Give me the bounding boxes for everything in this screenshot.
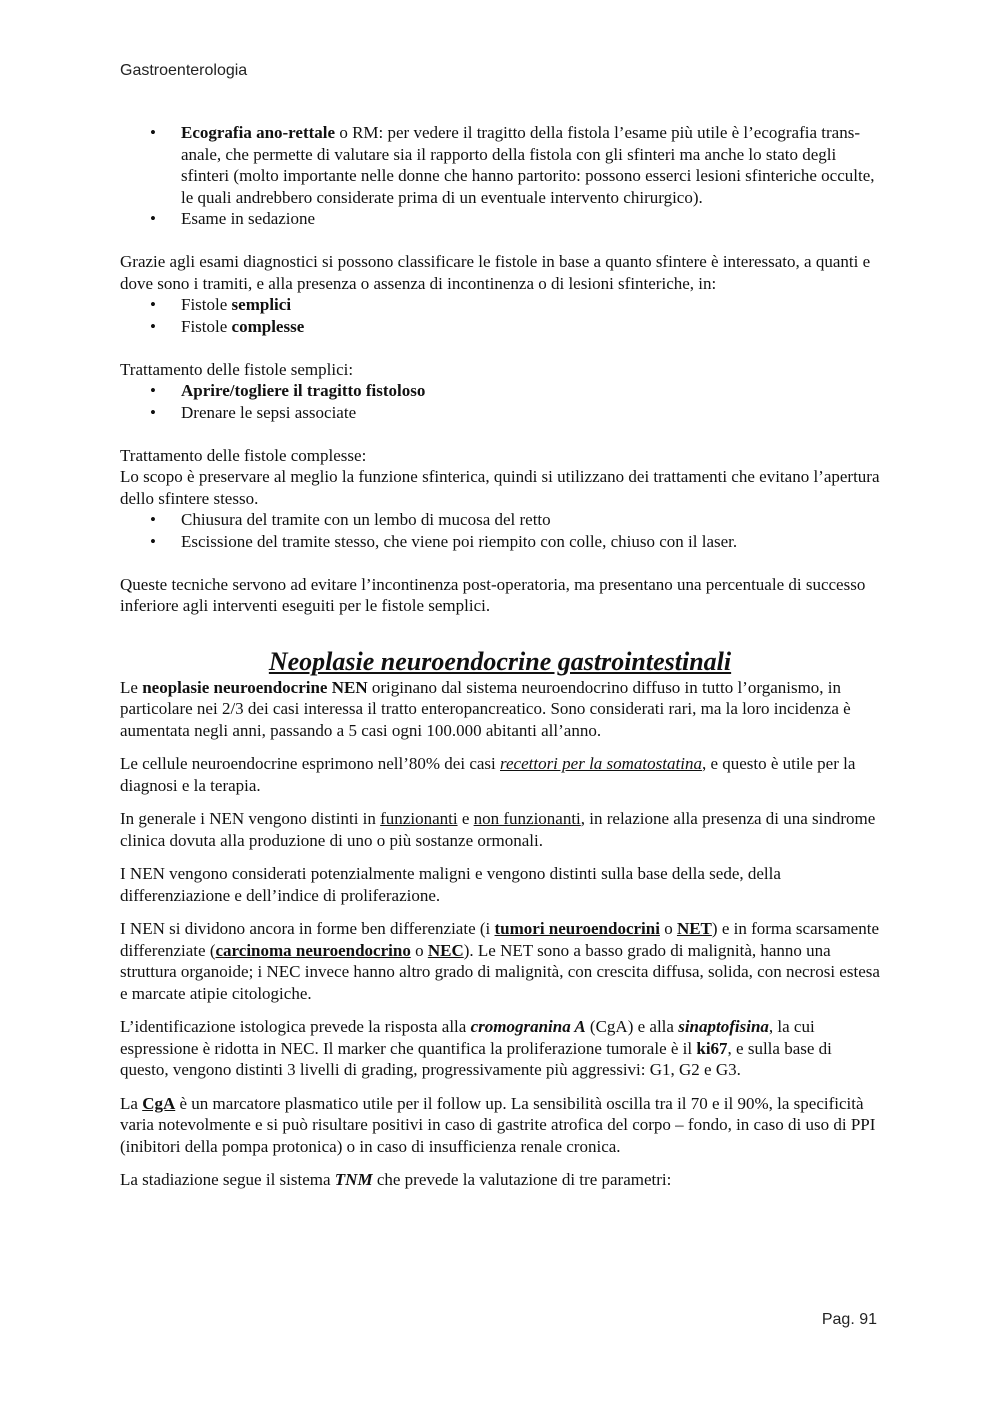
list-item-text: Drenare le sepsi associate [181, 402, 357, 422]
complex-treatment-title: Trattamento delle fistole complesse: [120, 445, 367, 465]
list-item [120, 380, 880, 402]
bullet-icon: • [150, 402, 156, 422]
page-body [120, 122, 880, 1191]
fistula-types-list [120, 294, 880, 337]
list-item-text: Escissione del tramite stesso, che viene poi riempito con colle, chiuso con il laser. [181, 531, 738, 551]
list-item-bold: semplici [231, 295, 292, 314]
diagnostic-list [120, 122, 880, 230]
list-item [120, 294, 880, 316]
list-item-bold: Aprire/togliere il tragitto fistoloso [181, 381, 426, 400]
complex-treatment-list [120, 509, 880, 552]
list-item-text: Fistole [181, 316, 232, 336]
page-number: Pag. 91 [821, 1311, 877, 1328]
list-item [120, 531, 880, 553]
list-item-text: Chiusura del tramite con un lembo di mucosa del retto [181, 510, 551, 529]
paragraph-classify: Grazie agli esami diagnostici si possono classificare le fistole in base a quanto sfintere è interessato, a quanti e dove sono i tramiti, e alla presenza o assenza di incontinenza o di lesioni sfinteriche, in: [120, 252, 871, 293]
paragraph-nen-intro: Le neoplasie neuroendocrine NEN originano dal sistema neuroendocrino diffuso in tutto l’organismo, in particolare nei 2/3 dei casi interessa il tratto enteropancreatico. Sono considerati rari, ma la loro incidenza è aumentata negli anni, passando a 5 casi ogni 100.000 abitanti all’anno. [120, 677, 851, 740]
list-item [120, 122, 880, 208]
simple-treatment-title: Trattamento delle fistole semplici: [120, 359, 354, 379]
paragraph-functioning: In generale i NEN vengono distinti in funzionanti e non funzionanti, in relazione alla presenza di una sindrome clinica dovuta alla produzione di uno o più sostanze ormonali. [120, 809, 876, 850]
list-item [120, 509, 880, 531]
bullet-icon: • [150, 209, 156, 228]
paragraph-differentiation: I NEN si dividono ancora in forme ben differenziate (i tumori neuroendocrini o NET) e in forma scarsamente differenziate (carcinoma neuroendocrino o NEC). Le NET sono a basso grado di malignità, hanno una struttura organoide; i NEC invece hanno altro grado di malignità, con crescita diffusa, solida, con necrosi estesa e marcate atipie citologiche. [120, 919, 880, 1003]
paragraph-histology: L’identificazione istologica prevede la risposta alla cromogranina A (CgA) e alla sinaptofisina, la cui espressione è ridotta in NEC. Il marker che quantifica la proliferazione tumorale è il ki67, e sulla base di questo, vengono distinti 3 livelli di grading, progressivamente più aggressivi: G1, G2 e G3. [120, 1017, 832, 1079]
bullet-icon: • [150, 316, 156, 336]
bullet-icon: • [150, 381, 156, 400]
paragraph-malignancy: I NEN vengono considerati potenzialmente maligni e vengono distinti sulla base della sede, della differenziazione e dell’indice di proliferazione. [120, 864, 781, 905]
paragraph-staging: La stadiazione segue il sistema TNM che prevede la valutazione di tre parametri: [120, 1170, 672, 1189]
bullet-icon: • [150, 123, 156, 142]
paragraph-cga: La CgA è un marcatore plasmatico utile per il follow up. La sensibilità oscilla tra il 70 e il 90%, la specificità varia notevolmente e si può risultare positivi in caso di gastrite atrofica del corpo – fondo, in caso di uso di PPI (inibitori della pompa protonica) o in caso di insufficienza renale cronica. [120, 1093, 876, 1156]
list-item-bold: Ecografia ano-rettale [181, 123, 336, 142]
list-item-text: Esame in sedazione [181, 209, 316, 228]
bullet-icon: • [150, 510, 156, 529]
list-item-bold: complesse [231, 316, 305, 336]
paragraph-somatostatin: Le cellule neuroendocrine esprimono nell’80% dei casi recettori per la somatostatina, e questo è utile per la diagnosi e la terapia. [120, 754, 856, 795]
section-title: Neoplasie neuroendocrine gastrointestinali [268, 646, 732, 676]
list-item-text: o RM: per vedere il tragitto della fistola l’esame più utile è l’ecografia trans-anale, che permette di valutare sia il rapporto della fistola con gli sfinteri ma anche lo stato degli sfinteri (molto importante nelle donne che hanno partorito: possono esserci lesioni sfinteriche occulte, le quali andrebbero considerate prima di un eventuale intervento chirurgico). [181, 123, 875, 207]
list-item-text: Fistole [181, 295, 232, 314]
bullet-icon: • [150, 295, 156, 314]
list-item [120, 402, 880, 424]
page-header: Gastroenterologia [120, 62, 248, 79]
complex-treatment-text: Lo scopo è preservare al meglio la funzione sfinterica, quindi si utilizzano dei trattamenti che evitano l’apertura dello sfintere stesso. [120, 467, 880, 508]
paragraph-techniques: Queste tecniche servono ad evitare l’incontinenza post-operatoria, ma presentano una percentuale di successo inferiore agli interventi eseguiti per le fistole semplici. [120, 574, 866, 615]
simple-treatment-list [120, 380, 880, 423]
bullet-icon: • [150, 531, 156, 551]
list-item [120, 316, 880, 338]
list-item [120, 208, 880, 230]
